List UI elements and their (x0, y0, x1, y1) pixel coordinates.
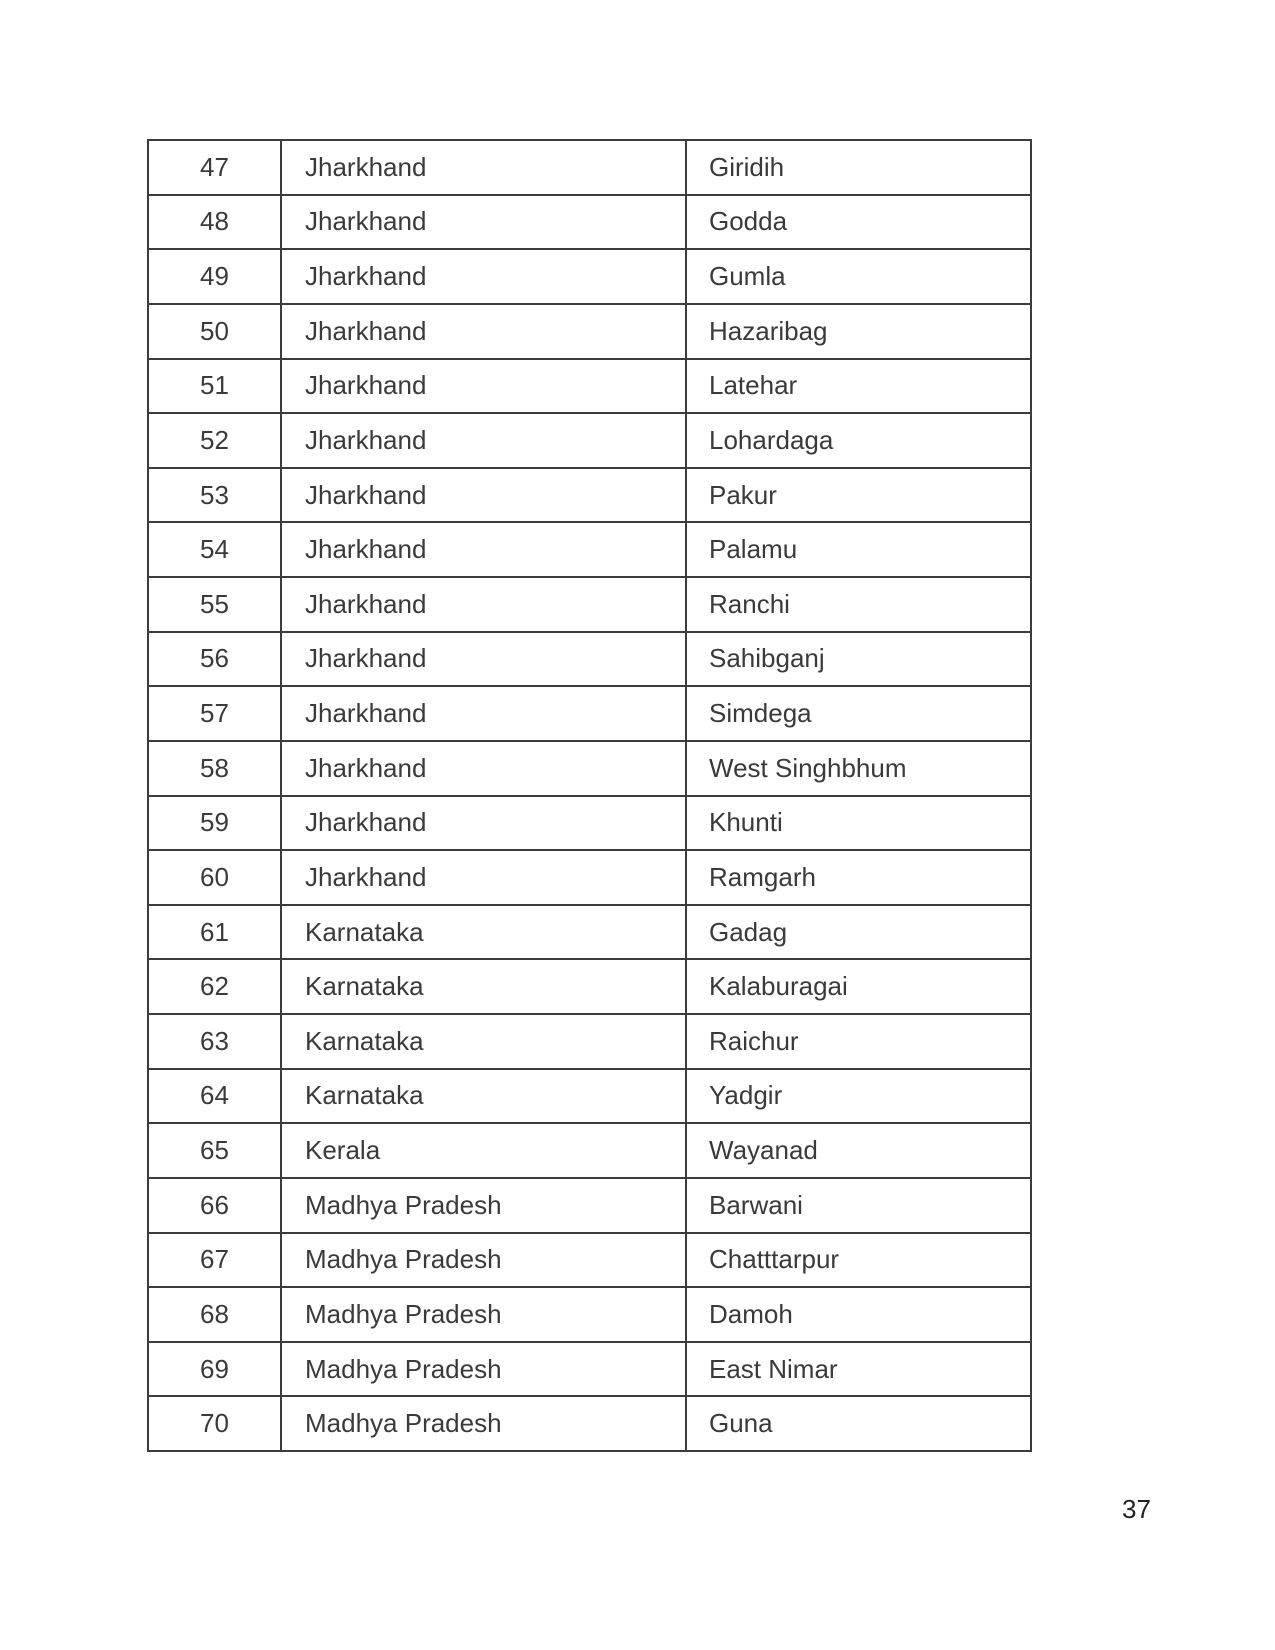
district-cell: Latehar (686, 359, 1031, 414)
serial-number-cell: 61 (148, 905, 281, 960)
district-cell: Gumla (686, 249, 1031, 304)
table-row (148, 359, 1031, 414)
state-cell: Madhya Pradesh (281, 1178, 686, 1233)
district-cell: Khunti (686, 796, 1031, 851)
state-cell: Jharkhand (281, 140, 686, 195)
state-cell: Jharkhand (281, 359, 686, 414)
table-row (148, 577, 1031, 632)
district-cell: Guna (686, 1396, 1031, 1451)
serial-number-cell: 64 (148, 1069, 281, 1124)
state-cell: Jharkhand (281, 195, 686, 250)
district-cell: Giridih (686, 140, 1031, 195)
serial-number-cell: 69 (148, 1342, 281, 1397)
table-row (148, 686, 1031, 741)
table-row (148, 905, 1031, 960)
serial-number-cell: 70 (148, 1396, 281, 1451)
serial-number-cell: 66 (148, 1178, 281, 1233)
district-cell: Hazaribag (686, 304, 1031, 359)
serial-number-cell: 50 (148, 304, 281, 359)
state-cell: Madhya Pradesh (281, 1342, 686, 1397)
serial-number-cell: 56 (148, 632, 281, 687)
district-cell: Raichur (686, 1014, 1031, 1069)
table-row (148, 741, 1031, 796)
state-cell: Jharkhand (281, 686, 686, 741)
table-row (148, 959, 1031, 1014)
district-cell: Gadag (686, 905, 1031, 960)
table-row (148, 140, 1031, 195)
district-cell: Sahibganj (686, 632, 1031, 687)
table-row (148, 850, 1031, 905)
state-cell: Madhya Pradesh (281, 1287, 686, 1342)
state-cell: Jharkhand (281, 413, 686, 468)
state-cell: Jharkhand (281, 577, 686, 632)
table-row (148, 1014, 1031, 1069)
district-cell: Chatttarpur (686, 1233, 1031, 1288)
district-cell: Ranchi (686, 577, 1031, 632)
district-cell: West Singhbhum (686, 741, 1031, 796)
table-row (148, 522, 1031, 577)
table-row (148, 1123, 1031, 1178)
serial-number-cell: 65 (148, 1123, 281, 1178)
table-row (148, 1069, 1031, 1124)
state-cell: Madhya Pradesh (281, 1233, 686, 1288)
district-cell: Simdega (686, 686, 1031, 741)
state-cell: Karnataka (281, 905, 686, 960)
serial-number-cell: 53 (148, 468, 281, 523)
district-cell: Palamu (686, 522, 1031, 577)
table-row (148, 304, 1031, 359)
district-cell: Godda (686, 195, 1031, 250)
table-row (148, 195, 1031, 250)
state-cell: Karnataka (281, 1014, 686, 1069)
table-row (148, 1287, 1031, 1342)
state-cell: Karnataka (281, 1069, 686, 1124)
state-cell: Jharkhand (281, 850, 686, 905)
district-cell: Damoh (686, 1287, 1031, 1342)
district-cell: Yadgir (686, 1069, 1031, 1124)
serial-number-cell: 47 (148, 140, 281, 195)
district-cell: Pakur (686, 468, 1031, 523)
page-number: 37 (1122, 1494, 1151, 1524)
table-row (148, 632, 1031, 687)
serial-number-cell: 52 (148, 413, 281, 468)
state-cell: Kerala (281, 1123, 686, 1178)
table-row (148, 1342, 1031, 1397)
serial-number-cell: 67 (148, 1233, 281, 1288)
serial-number-cell: 51 (148, 359, 281, 414)
serial-number-cell: 49 (148, 249, 281, 304)
serial-number-cell: 54 (148, 522, 281, 577)
district-cell: Lohardaga (686, 413, 1031, 468)
state-cell: Jharkhand (281, 632, 686, 687)
serial-number-cell: 58 (148, 741, 281, 796)
serial-number-cell: 60 (148, 850, 281, 905)
table-row (148, 468, 1031, 523)
district-cell: Barwani (686, 1178, 1031, 1233)
serial-number-cell: 59 (148, 796, 281, 851)
serial-number-cell: 57 (148, 686, 281, 741)
table-body (148, 140, 1031, 1451)
state-district-table (147, 139, 1032, 1452)
serial-number-cell: 68 (148, 1287, 281, 1342)
state-cell: Jharkhand (281, 304, 686, 359)
table-row (148, 796, 1031, 851)
state-cell: Jharkhand (281, 796, 686, 851)
state-cell: Jharkhand (281, 468, 686, 523)
district-cell: Ramgarh (686, 850, 1031, 905)
table-row (148, 249, 1031, 304)
table-row (148, 1178, 1031, 1233)
state-cell: Jharkhand (281, 741, 686, 796)
state-cell: Madhya Pradesh (281, 1396, 686, 1451)
district-cell: Wayanad (686, 1123, 1031, 1178)
serial-number-cell: 55 (148, 577, 281, 632)
table-row (148, 413, 1031, 468)
state-cell: Karnataka (281, 959, 686, 1014)
serial-number-cell: 63 (148, 1014, 281, 1069)
table-row (148, 1396, 1031, 1451)
serial-number-cell: 62 (148, 959, 281, 1014)
state-cell: Jharkhand (281, 522, 686, 577)
district-cell: East Nimar (686, 1342, 1031, 1397)
district-cell: Kalaburagai (686, 959, 1031, 1014)
table-row (148, 1233, 1031, 1288)
state-cell: Jharkhand (281, 249, 686, 304)
serial-number-cell: 48 (148, 195, 281, 250)
